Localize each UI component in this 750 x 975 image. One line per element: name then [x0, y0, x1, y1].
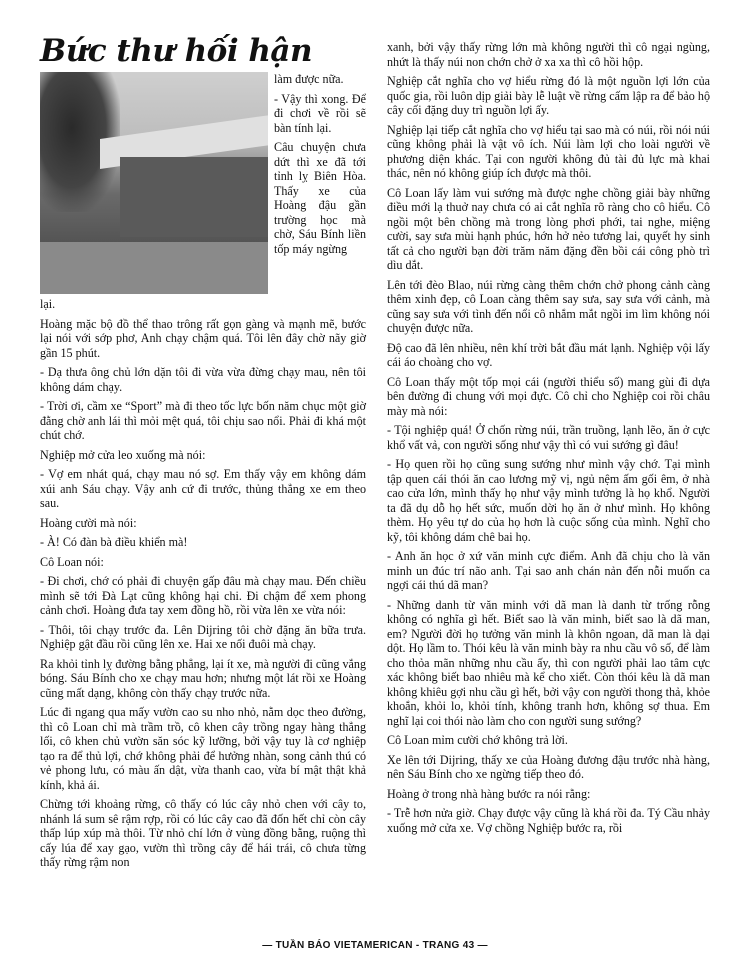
paragraph: Hoàng cười mà nói:: [40, 515, 137, 530]
paragraph: Nghiệp lại tiếp cắt nghĩa cho vợ hiểu tại sao mà có núi, rồi nói núi cũng không phải là vật vô ích. Núi làm lợi cho loài người về phương diện khác. Tại con người không đủ tài đủ lực mà khai thác, nên nó không giúp ích được mà thôi.: [387, 122, 710, 180]
paragraph: Cô Loan thấy một tốp mọi cái (người thiểu số) mang gùi đi dựa bên đường đi chung với mọi đực. Cô chỉ cho Nghiệp coi rồi châu mày mà nói:: [387, 374, 710, 418]
paragraph: lại.: [40, 297, 56, 311]
paragraph: - Những danh từ văn minh với dã man là danh từ trống rỗng không có nghĩa gì hết. Biết sao là văn minh, biết sao là dã man, em? Người đời họ tưởng văn minh là khôn ngoan, dã man là dại dột. Họ lầm to. Thói kêu là văn minh bày ra nhu cầu vô số, để làm cho thỏa mãn những nhu cầu ấy, thì con người phải lao tâm cực xác không biết bao nhiêu mà kể cho xiết. Còn thói kêu là dã man không khiêu gợi nhu cầu gì hết, bởi vậy con người thong thả, khỏe khoắn, khỏi lo, khỏi tính, không tranh hơn, không sợ thua. Em nghĩ lại coi thói nào làm cho con người sung sướng?: [387, 597, 710, 728]
paragraph: - Vợ em nhát quá, chạy mau nó sợ. Em thấy vậy em không dám xúi anh Sáu chạy. Vậy anh cứ đi trước, thủng thẳng xe em theo sau.: [40, 467, 366, 510]
paragraph: xanh, bởi vậy thấy rừng lớn mà không người thì cô ngại ngùng, nhứt là thấy núi non chớn chở ở xa xa thì cô hồi hộp.: [387, 40, 710, 69]
paragraph: Chừng tới khoảng rừng, cô thấy có lúc cây nhỏ chen với cây to, nhánh lá sum sê rậm rợp, rồi có lúc cây cao đã đốn hết chỉ còn cây thấp lúp xúp mà thôi. Từ nhỏ chí lớn ở vùng đồng bằng, ruộng thì cấy lúa để xay gạo, vườn thì trồng cây để hái trái, cô chưa từng thấy rừng rậm non: [40, 797, 366, 869]
paragraph: - Trời ơi, cầm xe “Sport” mà đi theo tốc lực bốn năm chục một giờ đằng chờ anh lái thì mỏi mệt quá, tôi chịu sao nổi. Phải đi khá một chút chớ.: [40, 399, 366, 442]
page-footer: — TUẦN BÁO VIETAMERICAN - TRANG 43 —: [262, 940, 488, 951]
article-title: Bức thư hối hận: [40, 33, 313, 69]
paragraph: - Dạ thưa ông chủ lớn dặn tôi đi vừa vừa đừng chạy mau, nên tôi không dám chạy.: [40, 365, 366, 394]
paragraph: Lúc đi ngang qua mấy vườn cao su nho nhỏ, nằm dọc theo đường, thì cô Loan chỉ mà trầm trồ, cô khen cây trồng ngay hàng thẳng lối, cô khen chủ vườn săn sóc kỹ lưỡng, bởi vậy tuy là cơ nghiệp tạo ra để thủ lợi, chớ không phải để hưởng nhàn, song cảnh thú có vẻ phong lưu, có màu ấn dật, vừa thanh cao, vừa bí mật thật khả kính, khả ái.: [40, 705, 366, 792]
paragraph: Cô Loan nói:: [40, 554, 104, 569]
paragraph: Hoàng mặc bộ đồ thể thao trông rất gọn gàng và mạnh mẽ, bước lại nói với sớp phơ, Anh chạy chậm quá. Tôi lên đây chờ nãy giờ gần 15 phút.: [40, 316, 366, 360]
paragraph: Độ cao đã lên nhiều, nên khí trời bắt đầu mát lạnh. Nghiệp vội lấy cái áo choàng cho vợ.: [387, 340, 710, 369]
paragraph: Cô Loan lấy làm vui sướng mà được nghe chồng giải bày những điều mới lạ thuở nay chưa có ai cắt nghĩa rõ ràng cho cô hiểu. Cô ngồi một bên chồng mà trong lòng phơi phới, tai nghe, miệng cười, say sưa mùi hạnh phúc, hớn hở nẻo tương lai, quyết hy sinh tất cả cho người bạn đời trăm năm đặng đền bồi cái công phò trì dìu dắt.: [387, 185, 710, 272]
paragraph: - Thôi, tôi chạy trước đa. Lên Dijring tôi chờ đặng ăn bữa trưa. Nghiệp gật đầu rồi cũng lên xe. Hai xe nối đuôi mà chạy.: [40, 622, 366, 651]
wrap-text: [274, 72, 366, 261]
paragraph: Nghiệp mở cửa leo xuống mà nói:: [40, 447, 206, 462]
paragraph: Câu chuyện chưa dứt thì xe đã tới tỉnh lỵ Biên Hòa. Thấy xe của Hoàng đậu gần trường học mà chờ, Sáu Bính liền tốp máy ngừng: [274, 140, 366, 256]
paragraph: - Đi chơi, chớ có phải đi chuyện gấp đâu mà chạy mau. Đến chiều mình sẽ tới Đà Lạt cũng không hại chi. Đi chậm để xem phong cảnh chơi. Hoàng đưa tay xem đồng hồ, rồi vừa lên xe vừa nói:: [40, 574, 366, 617]
paragraph: - Anh ăn học ở xứ văn minh cực điểm. Anh đã chịu cho là văn minh un đúc trí não anh. Tại sao anh chán nản đến nỗi muốn ca ngợi cái thú dã man?: [387, 549, 710, 592]
left-column: [40, 297, 366, 875]
paragraph: - À! Có đàn bà điều khiển mà!: [40, 535, 188, 549]
paragraph: Hoàng ở trong nhà hàng bước ra nói rằng:: [387, 786, 591, 801]
paragraph: Lên tới đèo Blao, núi rừng càng thêm chớn chở phong cảnh càng thêm xinh đẹp, cô Loan càng thêm say sưa, say sưa với cảnh, mà cũng say sưa với tình đến nổi cô nhắm mắt ngồi im lìm không nói chuyện được nữa.: [387, 277, 710, 335]
paragraph: Cô Loan mỉm cười chớ không trả lời.: [387, 733, 568, 747]
right-column: [387, 40, 710, 840]
paragraph: - Vậy thì xong. Để đi chơi về rồi sẽ bàn tính lại.: [274, 91, 366, 135]
paragraph: - Tội nghiệp quá! Ở chốn rừng núi, trần truồng, lạnh lẽo, ăn ở cực khổ vất vả, con người sống như vậy thì có vui sướng gì đâu!: [387, 423, 710, 452]
ground-shape: [40, 242, 268, 294]
paragraph: Nghiệp cắt nghĩa cho vợ hiểu rừng đó là một nguồn lợi lớn của quốc gia, rồi luôn dịp giải bày lễ luật về rừng cấm lập ra để bảo hộ cây cối đặng duy trì nguồn lợi ấy.: [387, 74, 710, 117]
village-house-photo: [40, 72, 268, 294]
wall-shape: [120, 157, 268, 237]
paragraph: làm được nữa.: [274, 72, 344, 86]
paragraph: - Trễ hơn nửa giờ. Chạy được vậy cũng là khá rồi đa. Tý Cầu nhảy xuống mở cửa xe. Vợ chồng Nghiệp bước ra, rồi: [387, 806, 710, 835]
paragraph: - Họ quen rồi họ cũng sung sướng như mình vậy chớ. Tại mình tập quen cái thói ăn cao lương mỹ vị, ngủ nệm ấm gối êm, ở nhà cao cửa lớn, mình thấy họ như vậy mình tưởng là họ khổ. Người ta đã dụ dỗ họ hết sức, muốn dời họ ăn ở như mình. Họ không thèm. Họ yêu tự do của họ hơn là cuộc sống của mình. Nghĩ cho kỹ, tôi không dám chê bai họ.: [387, 457, 710, 544]
paragraph: Ra khỏi tỉnh lỵ đường bằng phẳng, lại ít xe, mà người đi cũng vắng bóng. Sáu Bính cho xe chạy mau hơn; nhưng một lát rồi xe Hoàng cũng mất dạng, không còn thấy chạy trước nữa.: [40, 656, 366, 700]
paragraph: Xe lên tới Dijring, thấy xe của Hoàng đương đậu trước nhà hàng, nên Sáu Bính cho xe ngừng tiếp theo đó.: [387, 752, 710, 781]
